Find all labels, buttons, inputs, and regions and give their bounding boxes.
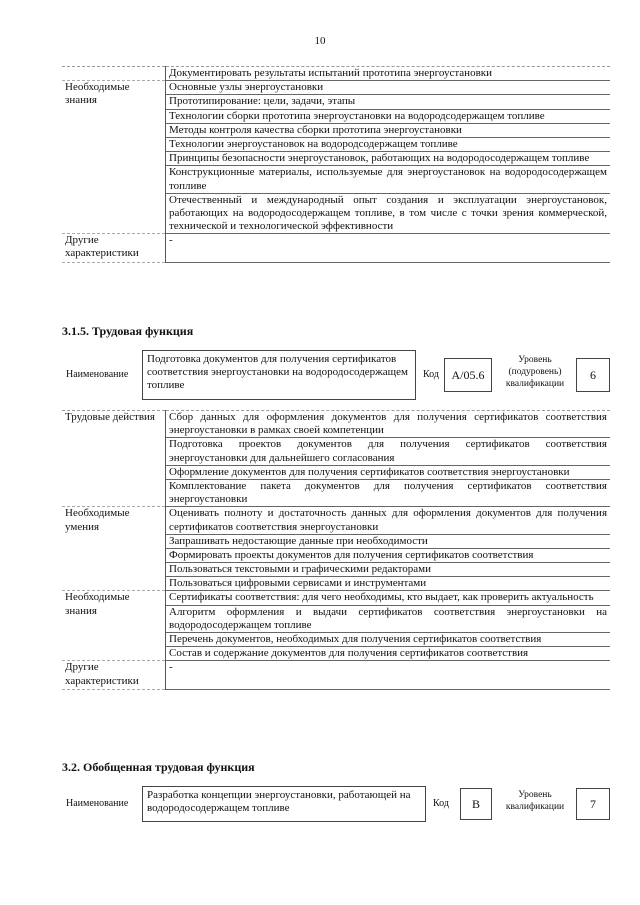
list-item: Методы контроля качества сборки прототипа энергоустановки: [166, 123, 611, 137]
top-row-item: Документировать результаты испытаний прототипа энергоустановки: [166, 67, 611, 81]
name-label: Наименование: [66, 369, 129, 380]
list-item: Прототипирование: цели, задачи, этапы: [166, 95, 611, 109]
list-item: Перечень документов, необходимых для получения сертификатов соответствия: [166, 633, 611, 647]
list-item: -: [166, 234, 611, 263]
list-item: Подготовка проектов документов для получения сертификатов соответствия энергоустановки для дальнейшего согласования: [166, 438, 611, 465]
table-row: [62, 67, 610, 81]
row-label-empty: [62, 67, 166, 81]
level-label: Уровень (подуровень) квалификации: [505, 355, 565, 389]
section-title-3-2: 3.2. Обобщенная трудовая функция: [62, 760, 255, 774]
name-label: Наименование: [66, 798, 129, 809]
list-item: Запрашивать недостающие данные при необходимости: [166, 534, 611, 548]
list-item: Отечественный и международный опыт создания и эксплуатации энергоустановок, работающих на водородосодержащем топливе, в том числе с точки зрения коммерческой, технической и технологической эффективности: [166, 193, 611, 234]
function-header-3-2: [62, 786, 610, 822]
list-item: Пользоваться текстовыми и графическими редакторами: [166, 563, 611, 577]
table-row: [62, 411, 610, 438]
list-item: -: [166, 661, 611, 690]
list-item: Конструкционные материалы, используемые для энергоустановок на водородосодержащем топливе: [166, 166, 611, 193]
knowledge-table-1: [62, 66, 610, 263]
name-value: Подготовка документов для получения сертификатов соответствия энергоустановки на водородосодержащем топливе: [142, 350, 416, 400]
list-item: Алгоритм оформления и выдачи сертификатов соответствия энергоустановки на водородосодержащем топливе: [166, 605, 611, 632]
code-label: Код: [423, 369, 439, 380]
group-label-skills: Необходимые умения: [62, 507, 166, 591]
group-label-knowledge: Необходимые знания: [62, 591, 166, 661]
code-label: Код: [433, 798, 449, 809]
list-item: Формировать проекты документов для получения сертификатов соответствия: [166, 548, 611, 562]
list-item: Принципы безопасности энергоустановок, работающих на водородосодержащем топливе: [166, 152, 611, 166]
list-item: Основные узлы энергоустановки: [166, 81, 611, 95]
list-item: Сертификаты соответствия: для чего необходимы, кто выдает, как проверить актуальность: [166, 591, 611, 605]
list-item: Сбор данных для оформления документов для получения сертификатов соответствия энергоустановки в рамках своей компетенции: [166, 411, 611, 438]
list-item: Оформление документов для получения сертификатов соответствия энергоустановки: [166, 465, 611, 479]
list-item: Технологии сборки прототипа энергоустановки на водородсодержащем топливе: [166, 109, 611, 123]
list-item: Состав и содержание документов для получения сертификатов соответствия: [166, 647, 611, 661]
function-header-3-1-5: [62, 350, 610, 400]
list-item: Пользоваться цифровыми сервисами и инструментами: [166, 577, 611, 591]
group-label-actions: Трудовые действия: [62, 411, 166, 507]
table-row: [62, 234, 610, 263]
level-label: Уровень квалификации: [505, 790, 565, 812]
name-value: Разработка концепции энергоустановки, работающей на водородосодержащем топливе: [142, 786, 426, 822]
group-label-other: Другие характеристики: [62, 661, 166, 690]
section-title-3-1-5: 3.1.5. Трудовая функция: [62, 324, 194, 338]
group-label-other: Другие характеристики: [62, 234, 166, 263]
list-item: Технологии энергоустановок на водородсодержащем топливе: [166, 137, 611, 151]
list-item: Оценивать полноту и достаточность данных для оформления документов для получения сертификатов соответствия энергоустановки: [166, 507, 611, 534]
level-value: 7: [576, 788, 610, 820]
code-value: B: [460, 788, 492, 820]
level-value: 6: [576, 358, 610, 392]
table-row: [62, 591, 610, 605]
labor-function-table: [62, 410, 610, 690]
table-row: [62, 661, 610, 690]
table-row: [62, 81, 610, 95]
list-item: Комплектование пакета документов для получения сертификатов соответствия энергоустановки: [166, 479, 611, 506]
page-number: 10: [314, 35, 326, 47]
code-value: A/05.6: [444, 358, 492, 392]
table-row: [62, 507, 610, 534]
group-label-knowledge: Необходимые знания: [62, 81, 166, 234]
